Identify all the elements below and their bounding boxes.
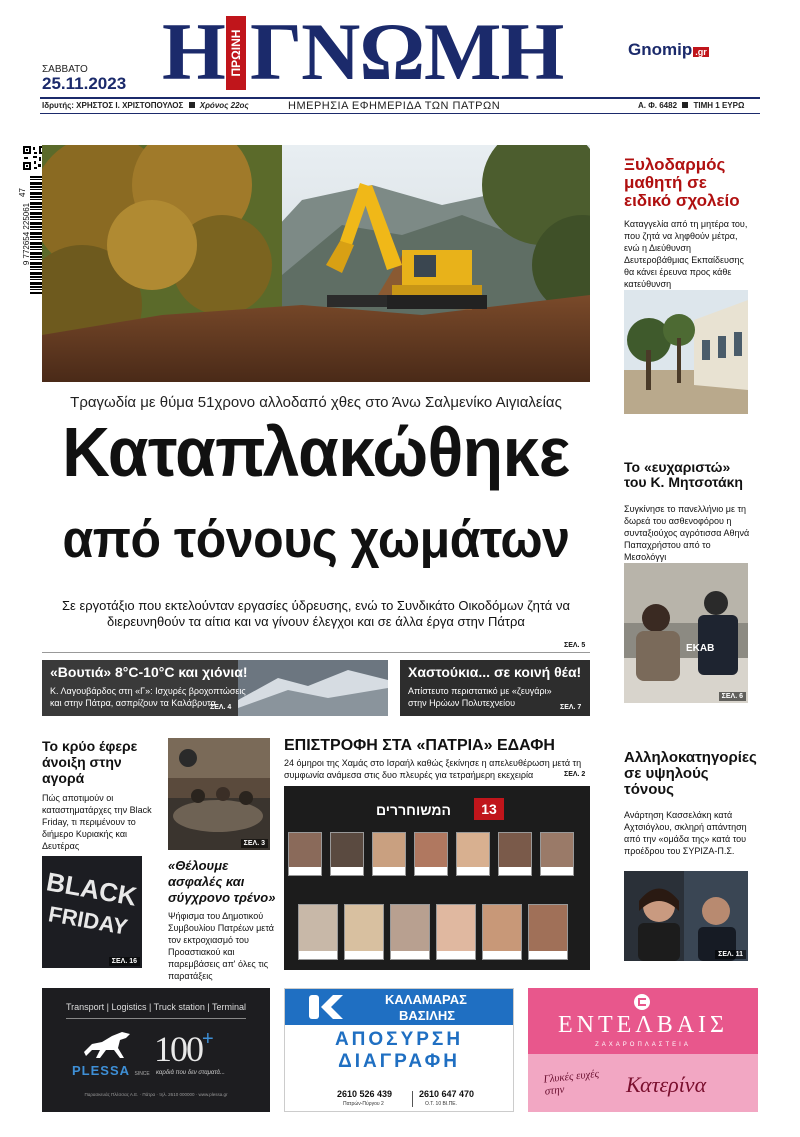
web-logo[interactable] xyxy=(628,40,709,60)
ad-plessa[interactable] xyxy=(42,988,270,1112)
ad-plessa-address: Παρασκευάς Πλέσσας Α.Ε. · Πάτρα · τηλ. 2610 000000 · www.plessa.gr xyxy=(84,1092,228,1097)
side-story1-photo xyxy=(624,290,748,414)
council-photo xyxy=(168,738,270,850)
side-story2-photo-label: ΕΚΑΒ xyxy=(686,643,715,654)
teaser-weather[interactable] xyxy=(42,660,388,716)
ad-entelvais-person: Κατερίνα xyxy=(626,1072,707,1097)
side-story2-page-ref[interactable]: ΣΕΛ. 6 xyxy=(719,692,746,701)
side-story2-title[interactable]: Το «ευχαριστώ» του Κ. Μητσοτάκη xyxy=(624,459,743,490)
hostage-portrait xyxy=(288,832,322,876)
market-title[interactable]: Το κρύο έφερε άνοιξη στην αγορά xyxy=(42,738,138,786)
hostage-portrait xyxy=(456,832,490,876)
ad-entelvais-wish: Γλυκές ευχές στην xyxy=(542,1067,600,1098)
bullet-icon xyxy=(189,102,195,108)
logo-k-icon xyxy=(307,993,347,1021)
side-story3-photo xyxy=(624,871,748,961)
main-kicker[interactable]: Τραγωδία με θύμα 51χρονο αλλοδαπό χθες στο Άνω Σαλμενίκο Αιγιαλείας xyxy=(70,394,562,411)
teaser-xmas-title: Χαστούκια... σε κοινή θέα! xyxy=(408,664,582,680)
hostage-portrait xyxy=(528,904,568,960)
bullet-icon xyxy=(682,102,688,108)
hostage-portrait xyxy=(482,904,522,960)
main-headline-line2[interactable]: από τόνους χωμάτων xyxy=(62,509,570,569)
council-page-ref[interactable]: ΣΕΛ. 3 xyxy=(241,839,268,848)
ad-plessa-anniversary-plus: + xyxy=(202,1028,214,1050)
ad-kalamaras-phone1-sub: Πατρών-Πύργου 2 xyxy=(343,1101,384,1107)
ad-kalamaras-name2: ΒΑΣΙΛΗΣ xyxy=(399,1008,456,1023)
main-summary: Σε εργοτάξιο που εκτελούνταν εργασίες ύδρευσης, ενώ το Συνδικάτο Οικοδόμων ζητά να διερευνηθούν τα αίτια και να γίνουν έλεγχοι και σε άλλα έργα στην Πάτρα xyxy=(62,598,570,629)
masthead-rule-bottom xyxy=(40,113,760,114)
side-story3-title[interactable]: Αλληλοκατηγορίες σε υψηλούς τόνους xyxy=(624,749,757,798)
ad-plessa-brand-row xyxy=(72,1062,150,1080)
hostages-title[interactable]: ΕΠΙΣΤΡΟΦΗ ΣΤΑ «ΠΑΤΡΙΑ» ΕΔΑΦΗ xyxy=(284,737,555,754)
ad-kalamaras[interactable] xyxy=(284,988,514,1112)
market-page-ref[interactable]: ΣΕΛ. 16 xyxy=(109,957,140,966)
barcode-number: 9 772654 225061 xyxy=(22,202,31,266)
ad-plessa-services: Transport | Logistics | Truck station | Terminal xyxy=(65,1002,247,1012)
hostages-page-ref[interactable]: ΣΕΛ. 2 xyxy=(564,771,586,778)
hostages-graphic xyxy=(284,786,590,970)
masthead-vertical-badge xyxy=(226,16,246,90)
teaser-weather-title: «Βουτιά» 8°C-10°C και χιόνια! xyxy=(50,664,248,680)
ad-plessa-slogan: καρδιά που δεν σταματά... xyxy=(156,1070,225,1076)
hostage-portrait xyxy=(540,832,574,876)
ad-kalamaras-phone2[interactable]: 2610 647 470 xyxy=(419,1089,475,1099)
teaser-xmas[interactable] xyxy=(400,660,590,716)
ad-kalamaras-divider xyxy=(412,1091,413,1107)
year: Χρόνος 22ος xyxy=(199,101,249,110)
ad-entelvais-sub: ΖΑΧΑΡΟΠΛΑΣΤΕΙΑ xyxy=(595,1042,691,1048)
hostage-portrait xyxy=(372,832,406,876)
hostage-portrait xyxy=(330,832,364,876)
main-photo-excavator xyxy=(42,145,590,382)
side-story2-photo xyxy=(624,563,748,703)
side-story3-text: Ανάρτηση Κασσελάκη κατά Αχτσιόγλου, σκληρή απάντηση από την «ομάδα της» κατά του προέδρου του ΣΥΡΙΖΑ-Π.Σ. xyxy=(624,810,747,856)
masthead-vertical-text: ΠΡΩΙΝΗ xyxy=(229,29,243,77)
ad-entelvais-logo-icon xyxy=(634,994,650,1010)
ad-kalamaras-phone1[interactable]: 2610 526 439 xyxy=(337,1089,393,1099)
web-logo-suffix: .gr xyxy=(695,47,707,57)
side-story1-text: Καταγγελία από τη μητέρα του, που ζητά να ληφθούν μέτρα, ενώ η Διεύθυνση Δευτεροβάθμιας Εκπαίδευσης θα κάνει έρευνα προς κάθε κατεύθυνση xyxy=(624,219,748,289)
masthead xyxy=(0,0,800,120)
price: ΤΙΜΗ 1 ΕΥΡΩ xyxy=(693,101,745,110)
hostage-portrait xyxy=(390,904,430,960)
hostages-text: 24 όμηροι της Χαμάς στο Ισραήλ καθώς ξεκίνησε η απελευθέρωση μετά τη συμφωνία ανάμεσα στις δυο πλευρές για τετραήμερη εκεχειρία xyxy=(284,758,582,780)
council-text: Ψήφισμα του Δημοτικού Συμβουλίου Πατρέων μετά τον εκτροχιασμό του Προαστιακού και παρεμβάσεις απ' όλες τις παρατάξεις xyxy=(168,911,274,981)
main-rule xyxy=(42,652,590,653)
masthead-title-left: Η xyxy=(162,6,226,97)
market-photo-text-2: FRIDAY xyxy=(46,901,130,940)
council-title[interactable]: «Θέλουμε ασφαλές και σύγχρονο τρένο» xyxy=(168,858,276,905)
masthead-day: ΣΑΒΒΑΤΟ xyxy=(42,64,88,75)
teaser-xmas-page-ref: ΣΕΛ. 7 xyxy=(560,704,582,711)
masthead-subtitle: ΗΜΕΡΗΣΙΑ ΕΦΗΜΕΡΙΔΑ ΤΩΝ ΠΑΤΡΩΝ xyxy=(288,100,501,112)
hostage-portrait xyxy=(414,832,448,876)
market-text: Πώς αποτιμούν οι καταστηματάρχες την Black Friday, τι περιμένουν το διήμερο Κυριακής και Δευτέρας xyxy=(42,793,152,851)
horse-logo-icon xyxy=(78,1028,138,1062)
hostage-portrait xyxy=(344,904,384,960)
masthead-title-right: ΓΝΩΜΗ xyxy=(250,6,564,97)
ad-kalamaras-service1: ΑΠΟΣΥΡΣΗ xyxy=(334,1029,464,1050)
main-page-ref[interactable]: ΣΕΛ. 5 xyxy=(564,642,586,649)
ad-entelvais-name: ΕΝΤΕΛΒΑΙΣ xyxy=(557,1012,728,1038)
side-story2-text: Συγκίνησε το πανελλήνιο με τη δωρεά του ασθενοφόρου η συνταξιούχος αγρότισσα Αθηνά Παπαχρήστου από το Μεσολόγγι xyxy=(624,504,750,562)
founder: Ιδρυτής: ΧΡΗΣΤΟΣ Ι. ΧΡΙΣΤΟΠΟΥΛΟΣ xyxy=(42,101,184,110)
ad-kalamaras-phone2-sub: Ο.Τ. 10 ΒΙ.ΠΕ. xyxy=(425,1101,457,1107)
masthead-founder-line xyxy=(42,101,249,110)
ad-plessa-anniversary xyxy=(154,1028,214,1070)
hostages-graphic-label: המשוחררים xyxy=(376,802,451,818)
ad-kalamaras-service2: ΔΙΑΓΡΑΦΗ xyxy=(338,1051,460,1072)
barcode-suffix: 47 xyxy=(17,188,27,197)
ad-kalamaras-name1: ΚΑΛΑΜΑΡΑΣ xyxy=(385,992,467,1007)
ad-plessa-brand: PLESSA xyxy=(72,1063,131,1078)
issue-number: Α. Φ. 6482 xyxy=(638,101,678,110)
main-headline-line1[interactable]: Καταπλακώθηκε xyxy=(62,413,570,491)
side-story3-page-ref[interactable]: ΣΕΛ. 11 xyxy=(715,950,746,959)
teaser-weather-photo xyxy=(238,660,388,716)
masthead-date: 25.11.2023 xyxy=(42,74,127,93)
hostage-portrait xyxy=(436,904,476,960)
ad-plessa-brand-sub: SINCE xyxy=(134,1071,150,1077)
teaser-weather-text: Κ. Λαγουβάρδος στη «Γ»: Ισχυρές βροχοπτώσεις και στην Πάτρα, ασπρίζουν τα Καλάβρυτα xyxy=(50,686,246,708)
web-logo-text: Gnomip xyxy=(628,40,693,59)
ad-entelvais[interactable] xyxy=(528,988,758,1112)
masthead-issue-line xyxy=(638,101,744,110)
masthead-rule-top xyxy=(40,97,760,99)
ad-plessa-anniversary-num: 100 xyxy=(154,1029,202,1069)
ad-plessa-rule xyxy=(66,1018,246,1019)
side-story1-title[interactable]: Ξυλοδαρμός μαθητή σε ειδικό σχολείο xyxy=(624,155,740,210)
teaser-xmas-text: Απίστευτο περιστατικό με «ζευγάρι» στην Ηρώων Πολυτεχνείου xyxy=(408,686,552,708)
ad-kalamaras-top xyxy=(285,989,513,1025)
hostage-portrait xyxy=(498,832,532,876)
hostage-portrait xyxy=(298,904,338,960)
market-photo-text-1: BLACK xyxy=(44,866,140,912)
hostages-graphic-count: 13 xyxy=(474,798,504,820)
market-photo xyxy=(42,856,142,968)
teaser-weather-page-ref: ΣΕΛ. 4 xyxy=(210,704,232,711)
